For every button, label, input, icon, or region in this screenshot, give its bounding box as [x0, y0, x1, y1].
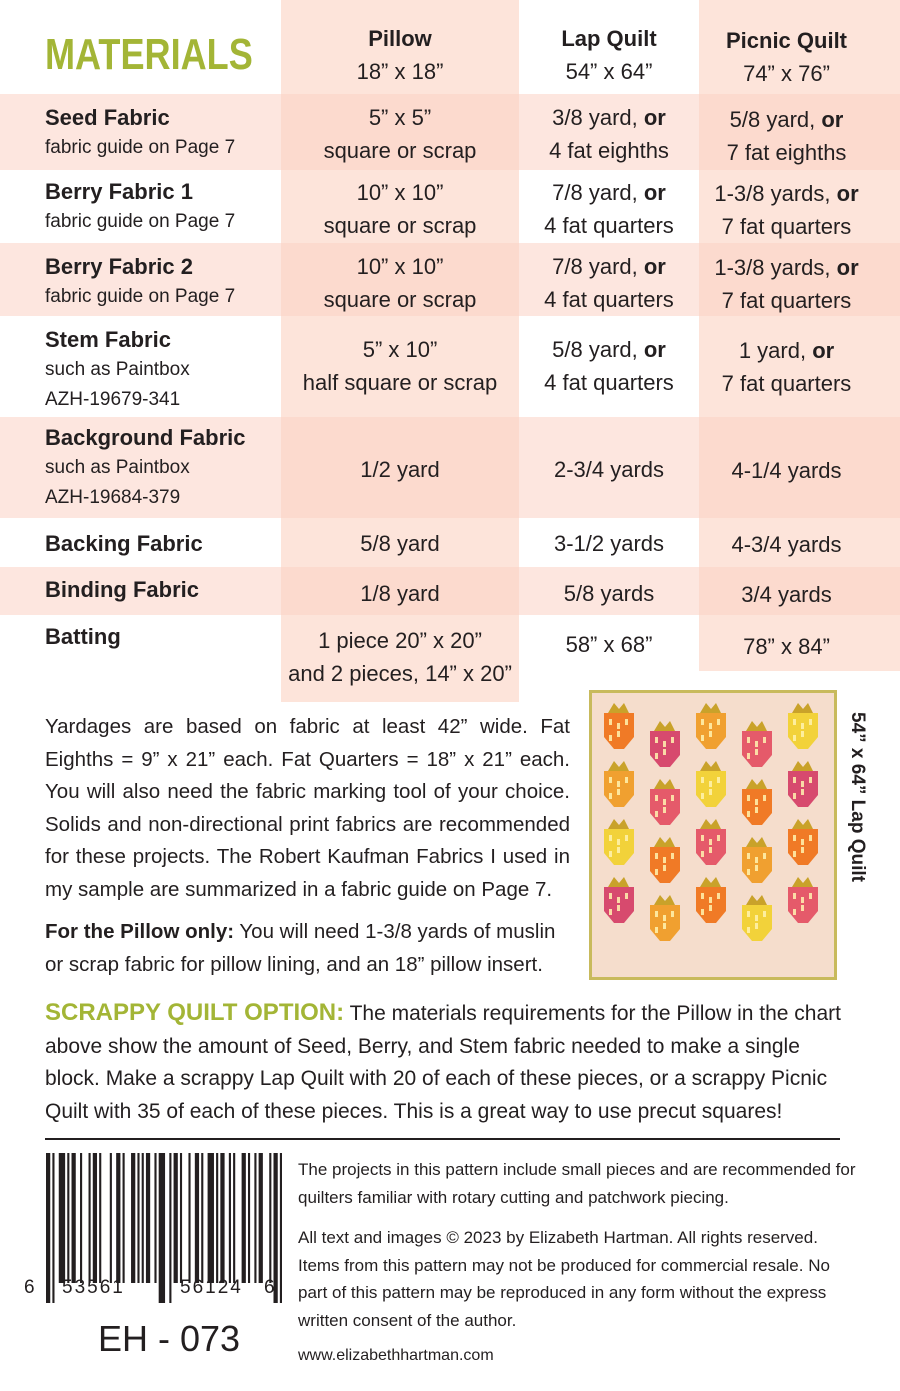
- cell-line: 5/8 yard: [360, 531, 440, 556]
- barcode-bar: [248, 1153, 250, 1283]
- row-subtitle: fabric guide on Page 7: [45, 286, 236, 307]
- barcode-bar: [220, 1153, 224, 1283]
- row-subtitle: AZH-19679-341: [45, 389, 181, 410]
- strawberry-seed: [701, 851, 704, 857]
- strawberry-seed: [655, 795, 658, 801]
- or-text: or: [643, 180, 666, 205]
- strawberry-leaf: [700, 761, 721, 771]
- strawberry-seed: [709, 847, 712, 853]
- barcode-bar: [146, 1153, 150, 1283]
- strawberry-seed: [663, 799, 666, 805]
- strawberry-seed: [755, 915, 758, 921]
- strawberry-seed: [663, 741, 666, 747]
- strawberry-block: [604, 761, 634, 807]
- strawberry-seed: [609, 851, 612, 857]
- barcode-bar: [99, 1153, 101, 1283]
- strawberry-seed: [617, 731, 620, 737]
- strawberry-seed: [801, 905, 804, 911]
- col-header-lap: [519, 22, 699, 88]
- strawberry-leaf: [608, 819, 629, 829]
- strawberry-block: [696, 819, 726, 865]
- strawberry-seed: [609, 777, 612, 783]
- strawberry-block: [604, 703, 634, 749]
- strawberry-seed: [755, 741, 758, 747]
- strawberry-leaf: [608, 703, 629, 713]
- or-text: or: [821, 107, 844, 132]
- cell-line: 7 fat quarters: [721, 288, 852, 313]
- row-title: Batting: [45, 624, 121, 649]
- strawberry-seed: [717, 719, 720, 725]
- row-subtitle: such as Paintbox: [45, 359, 190, 380]
- col-header-picnic: [699, 24, 874, 90]
- cell-berry1-picnic: [699, 177, 874, 243]
- cell-line: 1-3/8 yards,: [714, 255, 837, 280]
- strawberry-block: [742, 837, 772, 883]
- website-link[interactable]: www.elizabethhartman.com: [298, 1347, 494, 1364]
- strawberry-block: [788, 877, 818, 923]
- or-text: or: [812, 338, 835, 363]
- strawberry-leaf: [654, 895, 675, 905]
- strawberry-seed: [609, 909, 612, 915]
- cell-binding-lap: [519, 577, 699, 610]
- cell-line: 3/4 yards: [741, 582, 832, 607]
- strawberry-seed: [755, 749, 758, 755]
- strawberry-seed: [617, 847, 620, 853]
- row-title: Berry Fabric 2: [45, 254, 193, 279]
- cell-line: 7 fat eighths: [726, 140, 847, 165]
- strawberry-seed: [663, 857, 666, 863]
- cell-background-pillow: [281, 453, 519, 486]
- barcode-bar: [123, 1153, 125, 1283]
- footer-note-skill: The projects in this pattern include small pieces and are recommended for quilters familiar with rotary cutting and patchwork piecing.: [298, 1160, 856, 1207]
- cell-berry2-pillow: [281, 250, 519, 316]
- strawberry-seed: [663, 807, 666, 813]
- strawberry-quilt-graphic: [592, 693, 834, 977]
- strawberry-seed: [609, 735, 612, 741]
- cell-line: 10” x 10”: [356, 254, 444, 279]
- cell-line: 5/8 yard,: [552, 337, 644, 362]
- barcode-bar: [280, 1153, 282, 1303]
- barcode-bar: [116, 1153, 120, 1283]
- pillow-note-text: You will need 1-3/8 yards of muslin or scrap fabric for pillow lining, and an 18” pillow insert.: [45, 920, 556, 976]
- row-label-batting: [45, 622, 121, 652]
- strawberry-seed: [709, 897, 712, 903]
- cell-line: 5/8 yards: [563, 581, 655, 606]
- strawberry-leaf: [654, 779, 675, 789]
- col-header-lap-size: 54” x 64”: [565, 59, 653, 84]
- cell-line: half square or scrap: [302, 370, 498, 395]
- cell-binding-pillow: [281, 577, 519, 610]
- strawberry-seed: [755, 807, 758, 813]
- strawberry-seed: [801, 789, 804, 795]
- row-title: Berry Fabric 1: [45, 179, 193, 204]
- row-subtitle: fabric guide on Page 7: [45, 211, 236, 232]
- strawberry-seed: [747, 927, 750, 933]
- strawberry-leaf: [792, 703, 813, 713]
- cell-seed-lap: [519, 101, 699, 167]
- strawberry-seed: [755, 923, 758, 929]
- strawberry-leaf: [746, 837, 767, 847]
- strawberry-seed: [709, 839, 712, 845]
- strawberry-seed: [747, 737, 750, 743]
- strawberry-seed: [717, 835, 720, 841]
- col-header-pillow: [281, 22, 519, 88]
- strawberry-leaf: [746, 779, 767, 789]
- barcode-bar: [46, 1153, 50, 1303]
- cell-line: 4 fat quarters: [544, 213, 674, 238]
- barcode-bar: [80, 1153, 82, 1283]
- strawberry-seed: [655, 911, 658, 917]
- strawberry-seed: [793, 851, 796, 857]
- strawberry-seed: [809, 893, 812, 899]
- strawberry-block: [788, 819, 818, 865]
- strawberry-seed: [655, 927, 658, 933]
- barcode-bar: [154, 1153, 156, 1283]
- cell-line: 5/8 yard,: [729, 107, 822, 132]
- cell-berry2-picnic: [699, 251, 874, 317]
- barcode-bar: [269, 1153, 271, 1283]
- strawberry-leaf: [746, 895, 767, 905]
- barcode-bar: [67, 1153, 69, 1283]
- cell-background-picnic: [699, 454, 874, 487]
- barcode-bar: [131, 1153, 135, 1283]
- strawberry-seed: [801, 847, 804, 853]
- cell-line: 5” x 10”: [362, 337, 438, 362]
- strawberry-seed: [625, 719, 628, 725]
- strawberry-seed: [617, 781, 620, 787]
- strawberry-seed: [793, 735, 796, 741]
- cell-line: 2-3/4 yards: [553, 457, 665, 482]
- cell-line: square or scrap: [323, 213, 477, 238]
- strawberry-seed: [655, 753, 658, 759]
- yardage-paragraph: Yardages are based on fabric at least 42” wide. Fat Eighths = 9” x 21” each. Fat Quarters = 18” x 21” each. You will also need the fabric marking tool of your choice. Solids and non-directional print fabrics are recommended for these projects. The Robert Kaufman Fabrics I used in my sample are summarized in a fabric guide on Page 7.: [45, 715, 570, 901]
- barcode-bar: [137, 1153, 139, 1283]
- strawberry-block: [696, 877, 726, 923]
- barcode-bar: [259, 1153, 263, 1283]
- strawberry-block: [650, 837, 680, 883]
- strawberry-seed: [747, 753, 750, 759]
- strawberry-seed: [809, 719, 812, 725]
- cell-binding-picnic: [699, 578, 874, 611]
- barcode-bar: [254, 1153, 256, 1283]
- col-header-picnic-name: Picnic Quilt: [725, 28, 848, 53]
- barcode-bar: [72, 1153, 76, 1283]
- strawberry-seed: [701, 777, 704, 783]
- strawberry-seed: [663, 915, 666, 921]
- barcode-bar: [229, 1153, 231, 1283]
- strawberry-seed: [625, 835, 628, 841]
- col-header-lap-name: Lap Quilt: [561, 26, 657, 51]
- cell-line: 7 fat quarters: [721, 371, 852, 396]
- or-text: or: [836, 181, 859, 206]
- strawberry-seed: [609, 719, 612, 725]
- strawberry-leaf: [700, 703, 721, 713]
- strawberry-seed: [701, 793, 704, 799]
- strawberry-block: [788, 761, 818, 807]
- col-header-pillow-size: 18” x 18”: [356, 59, 444, 84]
- strawberry-seed: [655, 737, 658, 743]
- strawberry-seed: [809, 835, 812, 841]
- cell-berry1-pillow: [281, 176, 519, 242]
- strawberry-block: [742, 721, 772, 767]
- cell-seed-picnic: [699, 103, 874, 169]
- strawberry-seed: [701, 835, 704, 841]
- row-label-stem: [45, 325, 190, 415]
- cell-backing-lap: [519, 527, 699, 560]
- cell-line: 1 yard,: [738, 338, 813, 363]
- row-label-binding: [45, 575, 199, 605]
- cell-line: 1-3/8 yards,: [714, 181, 837, 206]
- strawberry-seed: [793, 719, 796, 725]
- strawberry-seed: [747, 795, 750, 801]
- strawberry-seed: [809, 777, 812, 783]
- cell-line: 1 piece 20” x 20”: [318, 628, 482, 653]
- row-label-background: [45, 423, 245, 513]
- strawberry-seed: [709, 731, 712, 737]
- pillow-note-label: For the Pillow only:: [45, 920, 235, 943]
- strawberry-block: [696, 703, 726, 749]
- row-title: Background Fabric: [45, 425, 246, 450]
- strawberry-seed: [655, 811, 658, 817]
- strawberry-leaf: [792, 819, 813, 829]
- cell-line: 4-1/4 yards: [731, 458, 842, 483]
- strawberry-seed: [717, 777, 720, 783]
- strawberry-seed: [747, 869, 750, 875]
- strawberry-seed: [793, 777, 796, 783]
- strawberry-seed: [709, 905, 712, 911]
- strawberry-seed: [801, 839, 804, 845]
- scrappy-text: The materials requirements for the Pillow in the chart above show the amount of Seed, Berry, and Stem fabric needed to make a single block. Make a scrappy Lap Quilt with 20 of each of these pieces, or a scrappy Picnic Quilt with 35 of each of these pieces. This is a great way to use precut squares!: [45, 1002, 841, 1123]
- cell-batting-picnic: [699, 630, 874, 663]
- barcode-digit-right: 6: [264, 1277, 275, 1298]
- strawberry-seed: [609, 793, 612, 799]
- strawberry-leaf: [608, 761, 629, 771]
- row-title: Stem Fabric: [45, 327, 171, 352]
- barcode-bar: [52, 1153, 54, 1303]
- strawberry-seed: [701, 735, 704, 741]
- strawberry-block: [788, 703, 818, 749]
- row-label-berry1: [45, 177, 235, 237]
- cell-line: 5” x 5”: [368, 105, 432, 130]
- strawberry-leaf: [654, 721, 675, 731]
- row-subtitle: such as Paintbox: [45, 457, 190, 478]
- quilt-size-text: 54” x 64” Lap Quilt: [847, 712, 868, 882]
- barcode-bar: [169, 1153, 171, 1303]
- cell-seed-pillow: [281, 101, 519, 167]
- strawberry-seed: [717, 893, 720, 899]
- cell-batting-pillow: [281, 624, 519, 690]
- barcode-bar: [110, 1153, 112, 1283]
- strawberry-seed: [671, 737, 674, 743]
- divider: [45, 1138, 840, 1140]
- strawberry-block: [650, 895, 680, 941]
- strawberry-seed: [701, 893, 704, 899]
- barcode-digit-left: 6: [24, 1277, 35, 1298]
- barcode-bar: [201, 1153, 203, 1283]
- strawberry-seed: [763, 853, 766, 859]
- strawberry-leaf: [700, 877, 721, 887]
- barcode-bar: [159, 1153, 165, 1303]
- row-label-berry2: [45, 252, 235, 312]
- cell-batting-lap: [519, 628, 699, 661]
- cell-line: square or scrap: [323, 287, 477, 312]
- strawberry-seed: [671, 795, 674, 801]
- strawberry-leaf: [654, 837, 675, 847]
- strawberry-seed: [671, 911, 674, 917]
- strawberry-seed: [793, 909, 796, 915]
- or-text: or: [643, 105, 666, 130]
- strawberry-seed: [671, 853, 674, 859]
- strawberry-seed: [793, 893, 796, 899]
- strawberry-seed: [617, 839, 620, 845]
- strawberry-seed: [747, 811, 750, 817]
- strawberry-leaf: [792, 877, 813, 887]
- page-title: MATERIALS: [45, 30, 253, 79]
- strawberry-seed: [709, 789, 712, 795]
- barcode-bar: [142, 1153, 144, 1283]
- pillow-note: [45, 916, 570, 981]
- barcode-bar: [242, 1153, 246, 1283]
- strawberry-seed: [747, 911, 750, 917]
- strawberry-seed: [755, 857, 758, 863]
- strawberry-seed: [801, 723, 804, 729]
- strawberry-leaf: [608, 877, 629, 887]
- strawberry-seed: [663, 865, 666, 871]
- cell-line: 4-3/4 yards: [731, 532, 842, 557]
- strawberry-block: [742, 779, 772, 825]
- cell-line: 58” x 68”: [565, 632, 653, 657]
- strawberry-block: [696, 761, 726, 807]
- strawberry-seed: [617, 905, 620, 911]
- strawberry-seed: [763, 911, 766, 917]
- cell-stem-picnic: [699, 334, 874, 400]
- cell-line: 4 fat eighths: [549, 138, 669, 163]
- barcode-bar: [216, 1153, 218, 1283]
- strawberry-block: [650, 779, 680, 825]
- cell-line: and 2 pieces, 14” x 20”: [288, 661, 512, 686]
- strawberry-seed: [617, 897, 620, 903]
- strawberry-block: [604, 819, 634, 865]
- row-title: Binding Fabric: [45, 577, 199, 602]
- footer-note-copyright: All text and images © 2023 by Elizabeth Hartman. All rights reserved. Items from this pattern may not be produced for commercial resale. No part of this pattern may be reproduced in any form without the express written consent of the author.: [298, 1228, 830, 1330]
- cell-line: 3-1/2 yards: [553, 531, 665, 556]
- strawberry-seed: [663, 923, 666, 929]
- barcode-bar: [233, 1153, 235, 1283]
- strawberry-seed: [747, 853, 750, 859]
- strawberry-seed: [617, 789, 620, 795]
- strawberry-seed: [755, 865, 758, 871]
- barcode-digit-group2: 56124: [180, 1277, 243, 1298]
- cell-backing-pillow: [281, 527, 519, 560]
- cell-background-lap: [519, 453, 699, 486]
- strawberry-seed: [801, 781, 804, 787]
- cell-berry1-lap: [519, 176, 699, 242]
- strawberry-seed: [709, 781, 712, 787]
- strawberry-seed: [655, 853, 658, 859]
- strawberry-seed: [801, 897, 804, 903]
- cell-stem-pillow: [281, 333, 519, 399]
- strawberry-seed: [763, 795, 766, 801]
- or-text: or: [643, 337, 666, 362]
- cell-line: 4 fat quarters: [544, 287, 674, 312]
- barcode-bar: [93, 1153, 97, 1283]
- barcode-bar: [59, 1153, 65, 1283]
- strawberry-seed: [617, 723, 620, 729]
- or-text: or: [643, 254, 666, 279]
- strawberry-seed: [793, 835, 796, 841]
- barcode-bar: [89, 1153, 91, 1283]
- scrappy-heading: SCRAPPY QUILT OPTION:: [45, 999, 345, 1026]
- quilt-size-label: [844, 712, 874, 902]
- cell-line: 7/8 yard,: [552, 180, 644, 205]
- lap-quilt-image: [589, 690, 837, 980]
- row-label-seed: [45, 103, 235, 163]
- col-header-pillow-name: Pillow: [368, 26, 432, 51]
- cell-line: 78” x 84”: [743, 634, 830, 659]
- barcode-bar: [180, 1153, 182, 1283]
- cell-line: 1/2 yard: [360, 457, 440, 482]
- or-text: or: [836, 255, 859, 280]
- cell-backing-picnic: [699, 528, 874, 561]
- strawberry-leaf: [792, 761, 813, 771]
- strawberry-seed: [625, 777, 628, 783]
- strawberry-seed: [609, 893, 612, 899]
- cell-berry2-lap: [519, 250, 699, 316]
- cell-stem-lap: [519, 333, 699, 399]
- strawberry-seed: [701, 719, 704, 725]
- strawberry-leaf: [700, 819, 721, 829]
- barcode-bar: [208, 1153, 214, 1283]
- cell-line: 3/8 yard,: [552, 105, 644, 130]
- strawberry-seed: [701, 909, 704, 915]
- strawberry-block: [604, 877, 634, 923]
- strawberry-seed: [655, 869, 658, 875]
- row-label-backing: [45, 529, 203, 559]
- cell-line: 7/8 yard,: [552, 254, 644, 279]
- col-header-picnic-size: 74” x 76”: [743, 61, 830, 86]
- cell-line: 10” x 10”: [356, 180, 444, 205]
- strawberry-seed: [763, 737, 766, 743]
- barcode-digit-group1: 53561: [62, 1277, 125, 1298]
- cell-line: 4 fat quarters: [544, 370, 674, 395]
- barcode-bar: [188, 1153, 190, 1283]
- barcode-bar: [195, 1153, 199, 1283]
- strawberry-block: [742, 895, 772, 941]
- strawberry-seed: [709, 723, 712, 729]
- pattern-code: EH - 073: [98, 1318, 241, 1359]
- cell-line: 1/8 yard: [360, 581, 440, 606]
- row-subtitle: AZH-19684-379: [45, 487, 181, 508]
- strawberry-seed: [801, 731, 804, 737]
- row-title: Backing Fabric: [45, 531, 203, 556]
- strawberry-seed: [663, 749, 666, 755]
- row-subtitle: fabric guide on Page 7: [45, 137, 236, 158]
- strawberry-seed: [755, 799, 758, 805]
- strawberry-seed: [625, 893, 628, 899]
- strawberry-leaf: [746, 721, 767, 731]
- cell-line: square or scrap: [323, 138, 477, 163]
- strawberry-seed: [609, 835, 612, 841]
- row-title: Seed Fabric: [45, 105, 170, 130]
- cell-line: 7 fat quarters: [721, 214, 852, 239]
- scrappy-paragraph: [45, 997, 845, 1128]
- strawberry-seed: [793, 793, 796, 799]
- barcode-bar: [174, 1153, 178, 1283]
- strawberry-block: [650, 721, 680, 767]
